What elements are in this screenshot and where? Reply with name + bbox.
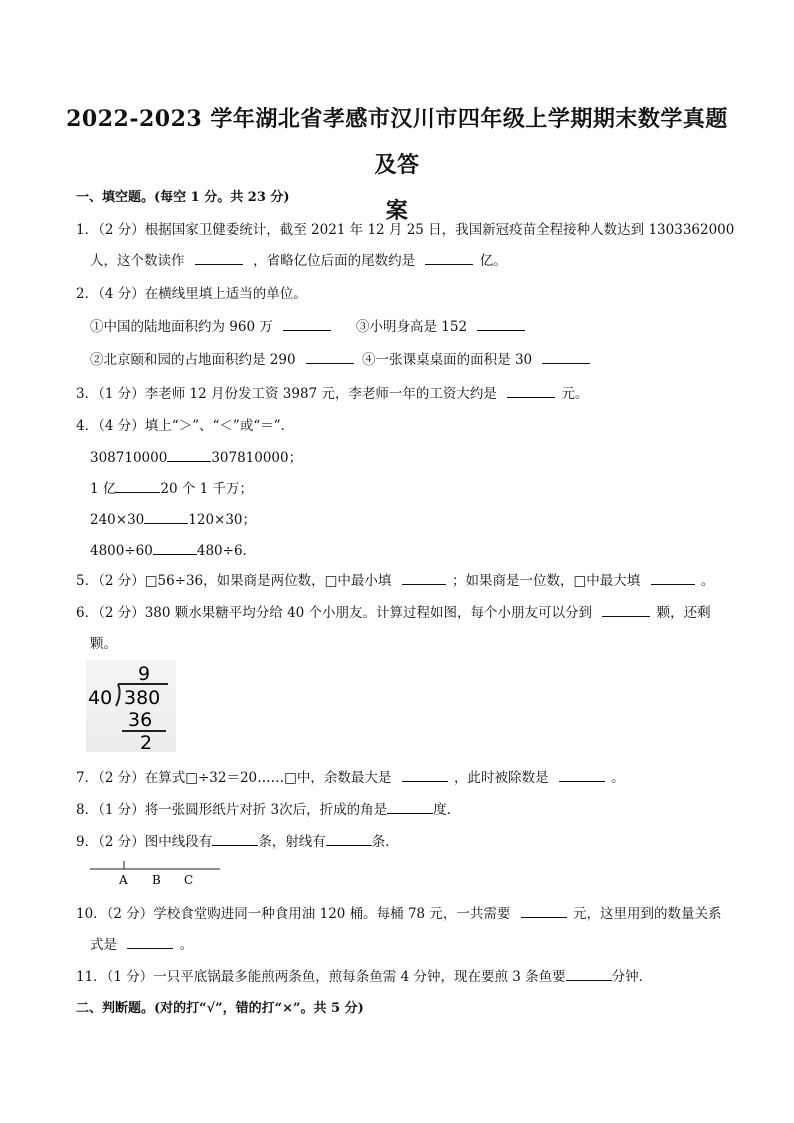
question-11: [76, 965, 652, 985]
q5-blank-1[interactable]: [402, 571, 446, 585]
question-6-line-2: 颗。: [90, 636, 117, 652]
q2-item-2-text: ②北京颐和园的占地面积约是 290: [90, 352, 296, 368]
divisor-number: 40: [88, 687, 113, 709]
section-fill-in-heading: 一、填空题。(每空 1 分。共 23 分): [76, 190, 290, 205]
q9-text-a: 9．（2 分）图中线段有: [76, 834, 213, 850]
q9-text-b: 条，射线有: [258, 834, 326, 850]
q2-item-3-text: ③小明身高是 152: [356, 319, 468, 335]
question-4: 4．（4 分）填上“＞”、“＜”或“＝”．: [76, 418, 295, 434]
label-a: A: [119, 873, 128, 887]
q2-item-1-text: ①中国的陆地面积约为 960 万: [90, 319, 273, 335]
product-number: 36: [128, 709, 153, 731]
q6-blank-1[interactable]: [602, 603, 650, 617]
label-b: B: [152, 873, 161, 887]
q8-text-a: 8．（1 分）将一张圆形纸片对折 3次后，折成的角是: [76, 802, 388, 818]
q4-1-right: 307810000；: [211, 450, 303, 466]
q5-text-a: 5．（2 分）□56÷36，如果商是两位数，□中最小填: [76, 573, 392, 589]
q2-blank-2[interactable]: [306, 350, 354, 364]
q2-blank-3[interactable]: [477, 317, 525, 331]
q1-blank-2[interactable]: [425, 251, 473, 265]
question-2-item-1: [90, 315, 331, 335]
q4-blank-2[interactable]: [116, 479, 160, 493]
quotient-digit: 9: [138, 663, 151, 685]
q5-text-b: ；如果商是一位数，□中最大填: [452, 573, 641, 589]
q7-text-c: 。: [611, 770, 625, 786]
question-2-item-3: [356, 315, 525, 335]
q7-text-b: ，此时被除数是: [454, 770, 549, 786]
question-1-line-1: 1．（2 分）根据国家卫健委统计，截至 2021 年 12 月 25 日，我国新冠疫苗全程接种人数达到 1303362000: [76, 222, 735, 238]
q3-blank[interactable]: [507, 384, 555, 398]
q9-blank-2[interactable]: [326, 832, 372, 846]
long-division-svg: [86, 660, 176, 752]
q6-text-b: 颗，还剩: [656, 605, 711, 621]
q4-2-left: 1 亿: [90, 481, 117, 497]
q2-item-4-text: ④一张课桌桌面的面积是 30: [362, 352, 533, 368]
question-10-line-1: [76, 902, 722, 922]
q1-blank-1[interactable]: [195, 251, 243, 265]
question-9: [76, 830, 399, 850]
line-segment-figure: [88, 858, 228, 892]
q10-text-d: 。: [179, 937, 194, 953]
line-segment-svg: [88, 858, 228, 892]
q3-text-b: 元。: [561, 386, 589, 402]
q10-blank-2[interactable]: [127, 935, 173, 949]
q1-text-a: 人，这个数读作: [90, 253, 185, 269]
question-4-item-1: [90, 446, 302, 466]
q11-blank[interactable]: [566, 967, 612, 981]
remainder-number: 2: [140, 732, 153, 752]
q11-text-a: 11．（1 分）一只平底锅最多能煎两条鱼，煎每条鱼需 4 分钟，现在要煎 3 条鱼要: [76, 969, 566, 985]
q10-text-b: 元，这里用到的数量关系: [573, 906, 722, 922]
q4-3-right: 120×30；: [188, 512, 257, 528]
q7-blank-1[interactable]: [402, 768, 448, 782]
q3-text-a: 3．（1 分）李老师 12 月份发工资 3987 元，李老师一年的工资大约是: [76, 386, 497, 402]
section-true-false-heading: 二、判断题。(对的打“√”，错的打“×”。共 5 分): [76, 1001, 364, 1016]
q4-blank-1[interactable]: [167, 448, 211, 462]
q4-blank-3[interactable]: [144, 510, 188, 524]
question-4-item-2: [90, 477, 253, 497]
long-division-figure: [86, 660, 176, 752]
q8-text-b: 度．: [433, 802, 461, 818]
q11-text-b: 分钟．: [611, 969, 653, 985]
q6-text-a: 6．（2 分）380 颗水果糖平均分给 40 个小朋友。计算过程如图，每个小朋友可以分到: [76, 605, 593, 621]
q7-text-a: 7．（2 分）在算式□÷32＝20……□中，余数最大是: [76, 770, 392, 786]
document-title: [60, 96, 734, 234]
title-line-1: 2022-2023 学年湖北省孝感市汉川市四年级上学期期末数学真题及答: [66, 106, 728, 178]
question-6-line-1: [76, 601, 711, 621]
q5-text-c: 。: [700, 573, 715, 589]
label-c: C: [184, 873, 194, 887]
q10-blank-1[interactable]: [521, 904, 567, 918]
q9-blank-1[interactable]: [212, 832, 258, 846]
q4-4-left: 4800÷60: [90, 543, 153, 559]
q2-blank-4[interactable]: [542, 350, 590, 364]
title-line-2: 案: [385, 198, 409, 224]
q1-text-c: 亿。: [479, 253, 507, 269]
q9-text-c: 条．: [371, 834, 399, 850]
question-2-item-2: [90, 348, 590, 368]
division-bracket: [116, 684, 120, 706]
q4-3-left: 240×30: [90, 512, 145, 528]
q5-blank-2[interactable]: [651, 571, 695, 585]
q10-text-c: 式是: [90, 937, 117, 953]
question-7: [76, 766, 625, 786]
question-1-line-2: [90, 249, 507, 269]
q4-2-right: 20 个 1 千万；: [160, 481, 254, 497]
dividend-number: 380: [124, 687, 161, 709]
q10-text-a: 10．（2 分）学校食堂购进同一种食用油 120 桶。每桶 78 元，一共需要: [76, 906, 511, 922]
q8-blank[interactable]: [387, 800, 433, 814]
q7-blank-2[interactable]: [559, 768, 605, 782]
question-3: [76, 382, 589, 402]
q4-1-left: 308710000: [90, 450, 168, 466]
question-10-line-2: [90, 933, 193, 953]
question-4-item-3: [90, 508, 256, 528]
q4-blank-4[interactable]: [153, 541, 197, 555]
q4-4-right: 480÷6．: [196, 543, 257, 559]
q1-text-b: ，省略亿位后面的尾数约是: [253, 253, 416, 269]
question-5: [76, 569, 714, 589]
q2-blank-1[interactable]: [283, 317, 331, 331]
question-4-item-4: [90, 539, 256, 559]
question-8: [76, 798, 460, 818]
question-2: 2．（4 分）在横线里填上适当的单位。: [76, 286, 307, 302]
